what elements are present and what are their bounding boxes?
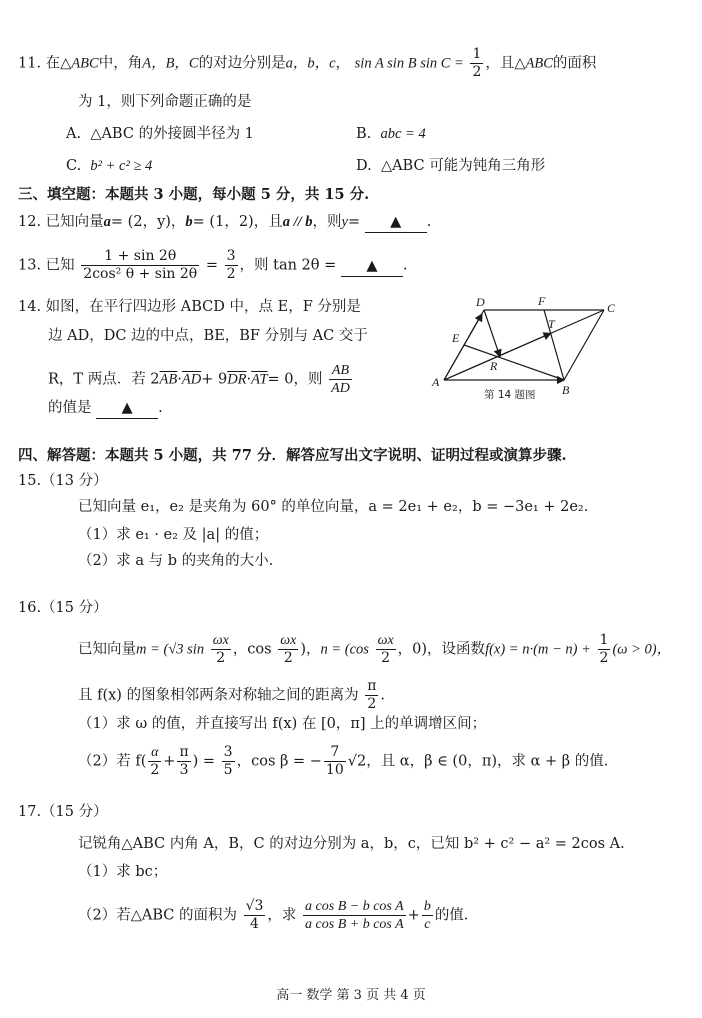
q11-option-b-label: B. [356, 126, 372, 142]
q13-line [18, 248, 408, 283]
q16-wx-num-3: ωx [377, 633, 394, 648]
q13-text-a: 已知 [45, 257, 75, 274]
q11-condition: sin A sin B sin C = [354, 55, 464, 72]
q16-pi3-frac [177, 744, 190, 779]
q16-cos-frac [324, 744, 346, 779]
q12-number: 12. [18, 214, 42, 230]
q16-half-num: 1 [599, 632, 609, 648]
fig14-label-d: D [476, 295, 485, 309]
q16-part2-c: ，cos β = − [236, 753, 322, 770]
q12-eq-a: = (2，y)， [110, 214, 186, 230]
fig14-label-a: A [432, 375, 440, 389]
q12-text-c: = [347, 214, 361, 230]
q16-wx-frac-1 [211, 632, 231, 667]
q16-alpha-frac [148, 744, 161, 779]
q16-alpha-den: 2 [150, 762, 160, 778]
q17-part2 [78, 898, 468, 933]
q16-n-def: n = (cos [320, 641, 369, 658]
q11-tri-2: ABC [525, 55, 553, 72]
q11-option-d [356, 156, 545, 176]
q11-option-c-text: b² + c² ≥ 4 [90, 158, 153, 174]
q13-number: 13. [18, 257, 42, 274]
q12-end: . [426, 214, 432, 230]
q17-part2-b: ，求 [267, 907, 297, 924]
q11-option-a-text: △ABC 的外接圆半径为 1 [90, 126, 254, 142]
q12-text-a: 已知向量 [45, 214, 104, 230]
q14-blank-mark: ▲ [121, 400, 133, 416]
q14-line3-b: = 0，则 [267, 371, 323, 388]
q12-answer-blank[interactable] [365, 212, 427, 233]
q15-stem: 已知向量 e₁，e₂ 是夹角为 60° 的单位向量，a = 2e₁ + e₂，b = −3e₁ + 2e₂. [78, 499, 589, 515]
q14-answer-blank[interactable] [96, 398, 158, 419]
q16-part1: （1）求 ω 的值，并直接写出 f(x) 在 [0，π] 上的单调增区间； [78, 716, 487, 732]
q16-cos-num: 7 [324, 744, 346, 762]
q16-f-def: f(x) = n·(m − n) + [485, 641, 591, 658]
q12-vec-b: b [185, 214, 193, 230]
q14-dot1: · [177, 371, 182, 388]
q14-line3-a: R，T 两点．若 2 [48, 371, 160, 388]
q11-option-a-label: A. [66, 126, 82, 142]
q16-m-def: m = (√3 sin [136, 641, 205, 658]
q16-part2-a: （2）若 f( [78, 753, 147, 770]
q11-comma: ， [335, 55, 351, 72]
q14-line4 [48, 398, 163, 419]
q13-answer-blank[interactable] [341, 256, 403, 277]
q11-angles: A，B，C [142, 55, 199, 72]
q11-stem-d: ，且△ [485, 55, 526, 72]
q17-area-frac [244, 898, 266, 933]
q17-bc-frac [422, 898, 433, 933]
q17-part2-c: 的值. [434, 907, 469, 924]
q14-vec-ad: $\overline{AD}$ [181, 371, 202, 388]
q11-option-a [66, 124, 254, 144]
q16-cos-den: 10 [325, 762, 344, 778]
q13-lhs-fraction [81, 248, 199, 283]
section4-title: 四、解答题：本题共 5 小题，共 77 分．解答应写出文字说明、证明过程或演算步骤. [18, 447, 567, 464]
q16-omega-cond: (ω > 0)， [612, 641, 672, 658]
q13-eq: = [205, 257, 218, 274]
q11-option-b [356, 124, 426, 144]
q16-pi-half-frac [365, 678, 378, 713]
q16-wx-frac-3 [376, 632, 396, 667]
q16-cos-part: ，cos [232, 641, 272, 658]
q13-rhs-fraction [225, 248, 238, 283]
q16-stem-a: 已知向量 [78, 641, 136, 658]
q16-wx-frac-2 [278, 632, 298, 667]
q14-vec-ab: $\overline{AB}$ [159, 371, 178, 388]
fig14-edge-cb [564, 310, 604, 380]
q14-number: 14. [18, 299, 42, 315]
q14-dot2: · [246, 371, 252, 388]
q13-lhs-num: 1 + sin 2θ [81, 248, 199, 266]
q13-end: . [402, 257, 408, 274]
q16-stem [78, 632, 671, 667]
q13-rhs-num: 3 [226, 248, 236, 264]
q17-expr-den: a cos B + b cos A [305, 917, 404, 932]
q17-stem: 记锐角△ABC 内角 A，B，C 的对边分别为 a，b，c，已知 b² + c² − a² = 2cos A. [78, 836, 625, 852]
fig14-label-e: E [452, 331, 460, 345]
fig14-vector-dr [484, 310, 500, 357]
q17-part1: （1）求 bc； [78, 864, 168, 880]
q12-blank-mark: ▲ [390, 214, 402, 230]
q16-close-n: ，0)，设函数 [397, 641, 486, 658]
q14-line1-text: 如图，在平行四边形 ABCD 中，点 E，F 分别是 [45, 299, 361, 315]
q14-line1 [18, 297, 361, 317]
q16-close-m: )， [300, 641, 321, 658]
page-footer: 高一 数学 第 3 页 共 4 页 [276, 988, 426, 1003]
q12-eq-b: = (1，2)，且 [192, 214, 283, 230]
q14-end: . [158, 400, 163, 416]
q11-half-den: 2 [472, 64, 482, 80]
q14-line3 [48, 362, 354, 397]
fig14-label-b: B [562, 383, 570, 397]
q15-part1: （1）求 e₁ · e₂ 及 |a| 的值； [78, 527, 269, 543]
q12-y: y [341, 214, 348, 230]
q14-ratio-fraction [329, 362, 352, 397]
q16-pi3-num: π [179, 744, 189, 760]
q16-wx-num-2: ωx [280, 633, 297, 648]
section3-title: 三、填空题：本题共 3 小题，每小题 5 分，共 15 分. [18, 186, 370, 203]
q16-val-frac [222, 744, 235, 779]
q16-line2 [78, 678, 385, 713]
q11-option-c-label: C. [66, 158, 82, 174]
q17-header: 17.（15 分） [18, 804, 108, 820]
q14-line4-a: 的值是 [48, 400, 92, 416]
q11-stem-e: 的面积 [552, 55, 597, 72]
q16-header: 16.（15 分） [18, 600, 108, 616]
q16-val-den: 5 [223, 762, 233, 778]
fig14-segment-be [464, 345, 564, 380]
q11-line1 [18, 46, 596, 81]
q11-option-d-text: △ABC 可能为钝角三角形 [380, 158, 546, 174]
q11-half-num: 1 [472, 46, 482, 62]
figure-14-caption: 第 14 题图 [484, 389, 536, 401]
q11-line2: 为 1，则下列命题正确的是 [78, 94, 252, 110]
q13-lhs-den: 2cos² θ + sin 2θ [83, 266, 198, 282]
q14-plus: + 9 [201, 371, 228, 388]
q17-area-num: √3 [245, 898, 264, 914]
q16-val-num: 3 [223, 744, 233, 760]
q17-plus: + [407, 907, 420, 924]
q16-pi3-den: 3 [179, 762, 189, 778]
q16-part2: （2）若 f( $\frac{\alpha}{2}$ + $\frac{\pi}{3}$ ) = $\frac{3}{5}$ ，cos β = − $\frac{7}{10}$ √2，且 α，β ∈ (0，π)，求 α + β 的值. [78, 744, 609, 778]
q12-vec-a: a [103, 214, 111, 230]
q16-pi-num: π [367, 678, 377, 694]
q16-part2-d: √2，且 α，β ∈ (0，π)，求 α + β 的值. [347, 753, 609, 770]
q13-blank-mark: ▲ [366, 257, 378, 274]
figure-14-parallelogram [424, 290, 624, 405]
q16-wx-den-3: 2 [381, 650, 391, 666]
q16-part2-b: ) = [192, 753, 216, 770]
q11-sides: a，b，c [285, 55, 336, 72]
q11-option-b-text: abc = 4 [380, 126, 426, 142]
q16-half-den: 2 [599, 650, 609, 666]
q12-parallel: a // b [282, 214, 313, 230]
q16-pi-den: 2 [367, 696, 377, 712]
q17-expr-num: a cos B − b cos A [305, 899, 404, 914]
q16-alpha-num: α [148, 744, 161, 762]
q11-option-d-label: D. [356, 158, 372, 174]
q11-option-c [66, 156, 152, 176]
q16-line2-b: . [380, 687, 385, 704]
q14-vec-dr: $\overline{DR}$ [227, 371, 247, 388]
q17-bc-num: b [423, 899, 431, 914]
q14-ratio-den: AD [331, 381, 350, 396]
q11-number: 11. [18, 55, 42, 72]
q17-bc-den: c [424, 917, 431, 932]
q16-line2-a: 且 f(x) 的图象相邻两条对称轴之间的距离为 [78, 687, 359, 704]
q11-stem-c: 的对边分别是 [198, 55, 286, 72]
q11-stem-a: 在△ [45, 55, 72, 72]
q15-part2: （2）求 a 与 b 的夹角的大小. [78, 553, 274, 569]
q16-half-frac [598, 632, 611, 667]
q14-line2: 边 AD，DC 边的中点，BE，BF 分别与 AC 交于 [48, 328, 368, 344]
q17-expr-frac [303, 898, 406, 933]
fig14-label-t: T [548, 317, 555, 331]
fig14-vector-ad [444, 314, 482, 380]
q11-tri: ABC [71, 55, 99, 72]
q16-wx-den-2: 2 [283, 650, 293, 666]
q11-stem-b: 中，角 [98, 55, 143, 72]
fig14-label-c: C [607, 301, 616, 315]
q14-ratio-num: AB [329, 362, 352, 380]
q14-vec-at: $\overline{AT}$ [251, 371, 268, 388]
q12-line [18, 212, 431, 233]
fig14-label-f: F [538, 294, 546, 308]
q11-half-fraction [470, 46, 483, 81]
q16-wx-num-1: ωx [212, 633, 229, 648]
q13-rhs-den: 2 [226, 266, 236, 282]
fig14-label-r: R [490, 359, 498, 373]
q13-text-b: ，则 tan 2θ = [239, 257, 337, 274]
q15-header: 15.（13 分） [18, 473, 108, 489]
q17-part2-a: （2）若△ABC 的面积为 [78, 907, 237, 924]
q12-text-b: ，则 [312, 214, 342, 230]
q17-area-den: 4 [250, 916, 259, 932]
q16-wx-den-1: 2 [216, 650, 226, 666]
